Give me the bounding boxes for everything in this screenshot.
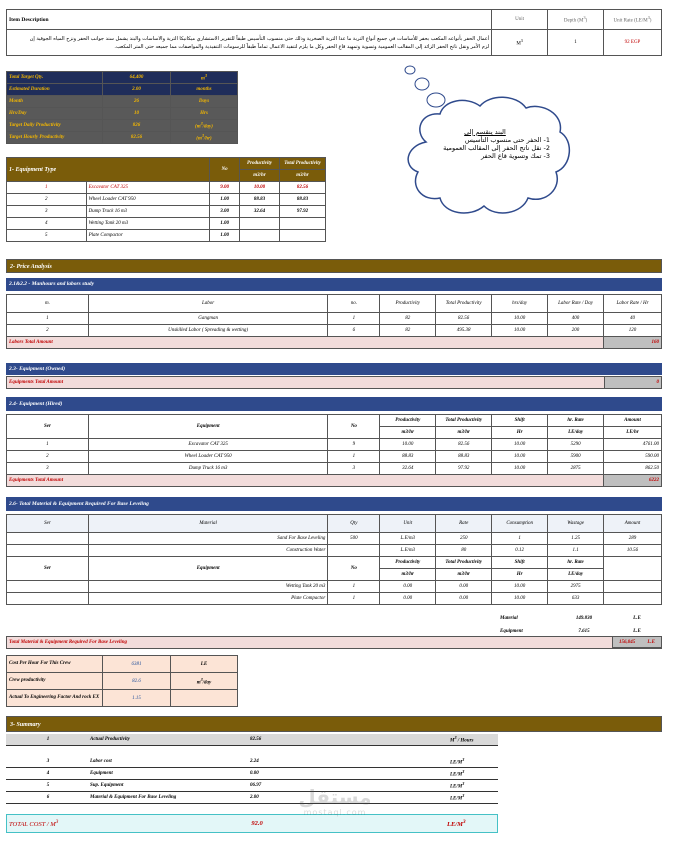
materials-eq-col-unit: Hr — [492, 569, 548, 581]
materials-eq-col-header: Shift — [492, 557, 548, 569]
hired-total-value: 6222 — [604, 475, 662, 487]
material-row — [7, 545, 662, 557]
target-row — [7, 108, 238, 120]
equipment-name: Plate Compactor — [86, 230, 210, 242]
materials-eq-cell: 1 — [328, 581, 380, 593]
materials-eq-col-unit: m3/hr — [380, 569, 436, 581]
equipment-index: 4 — [7, 218, 87, 230]
total-productivity-unit: m3/hr — [280, 170, 326, 182]
summary-index: 4 — [46, 771, 50, 776]
cloud-line-3: 3- تمك وتسوية قاع الحفر — [480, 152, 550, 160]
item-table — [6, 9, 662, 56]
equipment-productivity — [240, 230, 280, 242]
labors-total-label: Labors Total Amount — [7, 337, 604, 349]
item-rate: 92 EGP — [604, 30, 662, 56]
hired-col-header: Productivity — [380, 415, 436, 427]
target-value: 2.00 — [103, 84, 171, 96]
material-cell — [328, 545, 380, 557]
owned-total-value: 0 — [605, 377, 662, 389]
target-label: Target Hourly Productivity — [7, 132, 103, 144]
hired-cell: 3 — [328, 463, 380, 475]
hired-col-unit: LE/hr — [604, 427, 662, 439]
equipment-total-productivity — [280, 230, 326, 242]
summary-index: 6 — [46, 795, 50, 800]
materials-eq-col-header: Productivity — [380, 557, 436, 569]
equipment-name: Excavator CAT 325 — [86, 182, 210, 194]
material-cell: 0.12 — [492, 545, 548, 557]
materials-total — [6, 636, 662, 649]
equipment-name: Dump Truck 16 m3 — [86, 206, 210, 218]
hired-cell: 2 — [7, 451, 89, 463]
material-cell: 1.25 — [548, 533, 604, 545]
item-unit: $M^3$ — [492, 30, 548, 56]
target-value: 10 — [103, 108, 171, 120]
hired-col-header: hr. Rate — [548, 415, 604, 427]
equipment-index: 2 — [7, 194, 87, 206]
materials-total-value: 156,045 — [619, 639, 636, 645]
material-cell: 80 — [436, 545, 492, 557]
materials-col-header: Consumption — [492, 515, 548, 533]
materials-eq-col-header: Ser — [7, 557, 89, 581]
materials-eq-col-unit: LE/day — [548, 569, 604, 581]
equipment-count: 1.00 — [210, 218, 240, 230]
labor-cell: 82.56 — [436, 313, 492, 325]
equipment-type-table — [6, 157, 326, 242]
equipment-productivity: 88.83 — [240, 194, 280, 206]
mostaql-watermark: مستقل mostaql.com — [298, 785, 372, 817]
equipment-productivity: 10.00 — [240, 182, 280, 194]
labor-row — [7, 325, 662, 337]
hired-col-unit: Hr — [492, 427, 548, 439]
material-cell: 500 — [328, 533, 380, 545]
crew-value: 1.15 — [103, 690, 171, 707]
summary-value: 82.56 — [250, 737, 262, 742]
total-cost-row — [6, 814, 498, 833]
labor-cell: Unskilled Labor ( Spreading & wetting) — [88, 325, 328, 337]
materials-col-header: Amount — [604, 515, 662, 533]
target-value: 82.56 — [103, 132, 171, 144]
target-label: Target Daily Productivity — [7, 120, 103, 132]
hired-cell: 10.00 — [492, 463, 548, 475]
summary-row — [6, 734, 498, 746]
hired-col-unit: m3/hr — [380, 427, 436, 439]
summary-value: 06.97 — [250, 783, 262, 788]
crew-unit — [171, 690, 238, 707]
equipment-index: 1 — [7, 182, 87, 194]
equipment-type-row — [7, 206, 326, 218]
hired-col-header: Total Productivity — [436, 415, 492, 427]
hired-cell: 82.56 — [436, 439, 492, 451]
hired-col-header: Amount — [604, 415, 662, 427]
owned-title: 2.3- Equipment (Owned) — [6, 363, 662, 375]
cloud-text — [420, 128, 550, 160]
materials-eq-col-header: No — [328, 557, 380, 581]
materials-total-unit: L.E — [647, 639, 655, 645]
crew-value: 82.6 — [103, 673, 171, 690]
labor-cell: 200 — [548, 325, 604, 337]
target-row — [7, 84, 238, 96]
materials-eq-cell: 10.00 — [492, 593, 548, 605]
materials-eq-cell: 0.00 — [436, 581, 492, 593]
equipment-total-productivity: 97.92 — [280, 206, 326, 218]
owned-total-label: Equipments Total Amount — [7, 377, 605, 389]
item-desc-header: Item Description — [7, 10, 492, 30]
summary-label: Labor cost — [90, 759, 112, 764]
hired-cell: 590.00 — [604, 451, 662, 463]
materials-col-header: Wastage — [548, 515, 604, 533]
hired-col-unit: m3/hr — [436, 427, 492, 439]
cloud-line-2: 2- نقل ناتج الحفر إلى المقالب العمومية — [443, 144, 550, 152]
equipment-type-row — [7, 230, 326, 242]
hired-cell: 97.92 — [436, 463, 492, 475]
crew-label: Cost Per Hour For This Crew — [7, 656, 103, 673]
materials-eq-col-header: Total Productivity — [436, 557, 492, 569]
materials-eq-cell: 633 — [548, 593, 604, 605]
labor-cell: 82 — [380, 325, 436, 337]
equipment-type-title: 1- Equipment Type — [7, 158, 210, 182]
summary-unit: $M^3$ / Hours — [450, 735, 474, 744]
hired-col-header: Ser — [7, 415, 89, 439]
equipment-count: 1.00 — [210, 230, 240, 242]
equipment-count: 1.00 — [210, 194, 240, 206]
hired-cell: 10.00 — [492, 451, 548, 463]
summary-label: Material & Equipment For Base Leveling — [90, 795, 177, 800]
material-cell: 250 — [436, 533, 492, 545]
labors-total-value: 160 — [604, 337, 662, 349]
hired-total-label: Equipments Total Amount — [7, 475, 604, 487]
labors-col-header: hrs/day — [492, 295, 548, 313]
unit-header: Unit — [492, 10, 548, 30]
labor-cell: 82 — [380, 313, 436, 325]
materials-total-label: Total Material & Equipment Required For Base Leveling — [7, 637, 662, 649]
labors-col-header: Productivity — [380, 295, 436, 313]
summary-row — [6, 780, 498, 792]
productivity-unit: m3/hr — [240, 170, 280, 182]
equipment-name: Wetting Tank 20 m3 — [86, 218, 210, 230]
equipment-total-productivity: 88.83 — [280, 194, 326, 206]
equipment-productivity — [240, 218, 280, 230]
summary-rows — [6, 734, 498, 804]
hired-row — [7, 439, 662, 451]
crew-row — [7, 656, 238, 673]
summary-unit: $LE/M^3$ — [450, 757, 465, 766]
summary-value: 2.24 — [250, 759, 259, 764]
materials-eq-row — [7, 593, 662, 605]
materials-eq-blank-cell — [604, 581, 662, 593]
labors-title: 2.1&2.2 - Manhours and labors study — [6, 278, 662, 291]
material-cell — [7, 533, 89, 545]
materials-subtotals — [500, 612, 662, 638]
summary-value: 0.00 — [250, 771, 259, 776]
materials-eq-cell: Wetting Tank 20 m3 — [88, 581, 328, 593]
materials-col-header: Rate — [436, 515, 492, 533]
labor-cell: 2 — [7, 325, 89, 337]
subtotal-material: Material 149.830 L.E — [500, 616, 641, 621]
summary-value: 2.00 — [250, 795, 259, 800]
material-cell: 289 — [604, 533, 662, 545]
summary-label: Sup. Equipment — [90, 783, 124, 788]
summary-index: 3 — [46, 759, 50, 764]
target-value: 64,400 — [103, 72, 171, 84]
materials-eq-col-header: hr. Rate — [548, 557, 604, 569]
target-label: Hrs/Day — [7, 108, 103, 120]
labor-cell: 495.38 — [436, 325, 492, 337]
target-unit: Hrs — [171, 108, 238, 120]
target-row — [7, 132, 238, 144]
summary-row — [6, 756, 498, 768]
labor-cell: 120 — [604, 325, 662, 337]
target-unit: $(m^3/hr)$ — [171, 132, 238, 144]
materials-col-header: Qty — [328, 515, 380, 533]
total-cost-value: 92.0 — [251, 820, 263, 827]
labor-cell: 10.00 — [492, 313, 548, 325]
hired-row — [7, 463, 662, 475]
crew-unit: $m^3$/day — [171, 673, 238, 690]
material-row — [7, 533, 662, 545]
target-label: Month — [7, 96, 103, 108]
material-cell: Sand For Base Leveling — [88, 533, 328, 545]
target-unit: $(m^3/day)$ — [171, 120, 238, 132]
summary-unit: $LE/M^3$ — [450, 781, 465, 790]
hired-cell: 862.50 — [604, 463, 662, 475]
summary-label: Equipment — [90, 771, 113, 776]
target-value: 826 — [103, 120, 171, 132]
crew-label: Actual To Engineering Factor And rock EX — [7, 690, 103, 707]
materials-col-header: Material — [88, 515, 328, 533]
materials-eq-cell — [7, 581, 89, 593]
material-cell: 1.1 — [548, 545, 604, 557]
hired-cell: 5900 — [548, 451, 604, 463]
labor-cell: Gangman — [88, 313, 328, 325]
labor-cell: 10.00 — [492, 325, 548, 337]
summary-index: 5 — [46, 783, 50, 788]
materials-title: 2.6- Total Material & Equipment Required For Base Leveling — [6, 497, 662, 511]
summary-label: Actual Productivity — [90, 737, 130, 742]
summary-index: 1 — [46, 737, 50, 742]
crew-row — [7, 673, 238, 690]
cloud-line-1: 1- الحفر حتى منسوب التأسيس — [464, 136, 550, 144]
equipment-type-row — [7, 182, 326, 194]
total-cost-unit: $LE/M^3$ — [447, 818, 466, 829]
depth-header: Depth $(M^3)$ — [548, 10, 604, 30]
materials-eq-cell: 2975 — [548, 581, 604, 593]
hired-cell: Excavator CAT 325 — [88, 439, 328, 451]
equipment-total-productivity: 82.56 — [280, 182, 326, 194]
labors-col-header: m. — [7, 295, 89, 313]
equipment-total-productivity — [280, 218, 326, 230]
crew-unit: LE — [171, 656, 238, 673]
labors-col-header: Labor Rate / Day — [548, 295, 604, 313]
materials-eq-col-unit: m3/hr — [436, 569, 492, 581]
target-unit: months — [171, 84, 238, 96]
materials-eq-cell: 0.00 — [436, 593, 492, 605]
equipment-count: 3.00 — [210, 206, 240, 218]
hired-cell: Dump Truck 16 m3 — [88, 463, 328, 475]
labors-col-header: Total Productivity — [436, 295, 492, 313]
labors-table — [6, 294, 662, 349]
unit-rate-header: Unit Rate $(LE/M^3)$ — [604, 10, 662, 30]
item-description: أعمال الحفر بأنواعه المكعب بحفر للأساسات في جميع أنواع التربة ما عدا التربة الصخرية وذلك حتى منسوب التأسيس طبقاً للتقرير الاستشاري ميكانيكا التربة والاساسات والبند يشمل سند جوانب الحفر ونزح المياه الجوفية إن لزم الأمر ونقل ناتج الحفر الزائد إلى المقالب العمومية وتسوية وتمهيد قاع الحفر وكل ما يلزم لتنفيذ الاعمال تماماً طبقاً للرسومات التنفيذية والمواصفات مما جميعه حتى المتر المكعب. — [7, 30, 492, 56]
crew-label: Crew productivity — [7, 673, 103, 690]
labor-row — [7, 313, 662, 325]
hired-cell: 32.64 — [380, 463, 436, 475]
target-label: Estimated Duration — [7, 84, 103, 96]
target-label: Total Target Qty. — [7, 72, 103, 84]
hired-col-unit: LE/day — [548, 427, 604, 439]
hired-cell: 4761.00 — [604, 439, 662, 451]
productivity-header: Productivity — [240, 158, 280, 170]
material-cell: L.E/m3 — [380, 533, 436, 545]
labors-col-header: Labor — [88, 295, 328, 313]
hired-cell: 88.83 — [436, 451, 492, 463]
material-cell: 1 — [492, 533, 548, 545]
summary-title: 3- Summary — [6, 716, 662, 732]
hired-title: 2.4- Equipment (Hired) — [6, 397, 662, 411]
summary-row — [6, 792, 498, 804]
equipment-productivity: 32.64 — [240, 206, 280, 218]
hired-col-header: Equipment — [88, 415, 328, 439]
material-cell — [7, 545, 89, 557]
materials-eq-col-header: Equipment — [88, 557, 328, 581]
materials-total-value-cell — [612, 636, 662, 648]
subtotal-equipment: Equipment 7.615 L.E — [500, 629, 641, 634]
materials-eq-cell: 1 — [328, 593, 380, 605]
equipment-name: Wheel Loader CAT 950 — [86, 194, 210, 206]
material-cell: Construction Water — [88, 545, 328, 557]
equipment-type-row — [7, 218, 326, 230]
material-cell: 10.56 — [604, 545, 662, 557]
hired-cell: 1 — [328, 451, 380, 463]
equipment-count: 9.00 — [210, 182, 240, 194]
cloud-title: البند ينقسم إلى — [464, 128, 506, 136]
labor-cell: 6 — [328, 325, 380, 337]
item-depth: 1 — [548, 30, 604, 56]
target-unit: $m^3$ — [171, 72, 238, 84]
crew-table — [6, 655, 238, 707]
materials-eq-blank — [604, 557, 662, 581]
materials-eq-cell — [7, 593, 89, 605]
materials-table — [6, 514, 662, 605]
materials-eq-cell: Plate Compactor — [88, 593, 328, 605]
hired-cell: Wheel Loader CAT 950 — [88, 451, 328, 463]
labor-cell: 400 — [548, 313, 604, 325]
hired-cell: 2875 — [548, 463, 604, 475]
hired-cell: 10.00 — [492, 439, 548, 451]
summary-unit: $LE/M^3$ — [450, 769, 465, 778]
materials-col-header: Ser — [7, 515, 89, 533]
materials-eq-cell: 0.00 — [380, 581, 436, 593]
materials-eq-blank-cell — [604, 593, 662, 605]
equipment-type-row — [7, 194, 326, 206]
hired-cell: 3 — [7, 463, 89, 475]
target-row — [7, 72, 238, 84]
hired-cell: 88.83 — [380, 451, 436, 463]
equipment-index: 5 — [7, 230, 87, 242]
materials-col-header: Unit — [380, 515, 436, 533]
hired-cell: 1 — [7, 439, 89, 451]
owned-total — [6, 376, 662, 389]
labors-col-header: no. — [328, 295, 380, 313]
materials-eq-cell: 10.00 — [492, 581, 548, 593]
hired-col-header: Shift — [492, 415, 548, 427]
crew-value: 6381 — [103, 656, 171, 673]
target-value: 26 — [103, 96, 171, 108]
labor-cell: 1 — [7, 313, 89, 325]
materials-eq-row — [7, 581, 662, 593]
total-productivity-header: Total Productivity — [280, 158, 326, 170]
hired-row — [7, 451, 662, 463]
labors-col-header: Labor Rate / Hr — [604, 295, 662, 313]
hired-cell: 5290 — [548, 439, 604, 451]
target-row — [7, 96, 238, 108]
summary-unit: $LE/M^3$ — [450, 793, 465, 802]
hired-cell: 9 — [328, 439, 380, 451]
target-row — [7, 120, 238, 132]
targets-table — [6, 71, 238, 144]
equipment-index: 3 — [7, 206, 87, 218]
hired-col-header: No — [328, 415, 380, 439]
summary-row — [6, 768, 498, 780]
target-unit: Days — [171, 96, 238, 108]
total-cost-label: TOTAL COST / $M^3$ — [9, 818, 59, 829]
material-cell: L.E/m3 — [380, 545, 436, 557]
equipment-no-header: No — [210, 158, 240, 182]
hired-cell: 10.00 — [380, 439, 436, 451]
hired-table — [6, 414, 662, 487]
materials-eq-cell: 0.00 — [380, 593, 436, 605]
crew-row — [7, 690, 238, 707]
price-analysis-title: 2- Price Analysis — [6, 259, 662, 273]
labor-cell: 40 — [604, 313, 662, 325]
labor-cell: 1 — [328, 313, 380, 325]
